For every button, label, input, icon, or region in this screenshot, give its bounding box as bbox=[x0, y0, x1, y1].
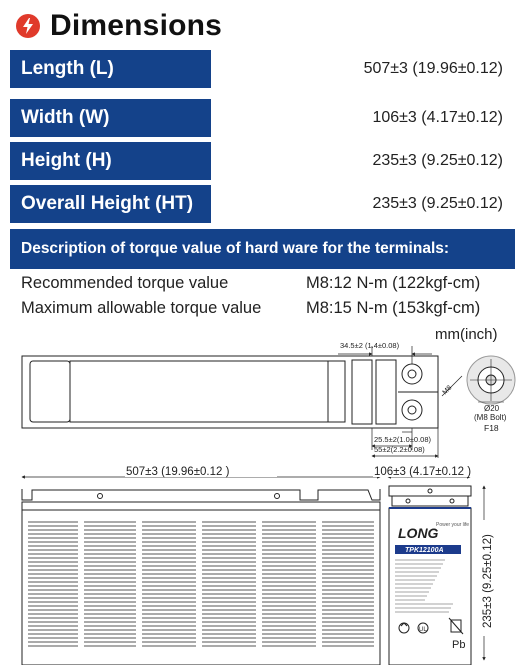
dim-25-text: 25.5±2(1.0±0.08) bbox=[374, 435, 432, 444]
spec-value: 235±3 (9.25±0.12) bbox=[372, 152, 503, 169]
terminal-detail bbox=[467, 356, 515, 404]
width-dim-text: 106±3 (4.17±0.12 ) bbox=[374, 466, 472, 478]
spec-label: Length (L) bbox=[10, 50, 211, 88]
length-dim-text: 507±3 (19.96±0.12 ) bbox=[126, 466, 230, 478]
spec-label: Width (W) bbox=[10, 99, 211, 137]
recycle-icon bbox=[399, 623, 409, 633]
spec-value: 106±3 (4.17±0.12) bbox=[372, 109, 503, 126]
pb-symbol: Pb bbox=[452, 639, 466, 651]
unit-label: mm(inch) bbox=[435, 326, 498, 343]
page-title: Dimensions bbox=[50, 9, 223, 42]
slogan: Power your life bbox=[436, 522, 470, 528]
phi20-label: Ø20 bbox=[484, 404, 500, 413]
svg-text:UL: UL bbox=[419, 627, 427, 633]
vent-grille bbox=[28, 522, 374, 646]
torque-value: M8:15 N-m (153kgf-cm) bbox=[306, 299, 481, 317]
height-dim-text: 235±3 (9.25±0.12) bbox=[482, 534, 494, 628]
ul-icon bbox=[418, 623, 428, 633]
spec-label: Height (H) bbox=[10, 142, 211, 180]
m8-label: M8 bbox=[441, 384, 454, 397]
torque-label: Maximum allowable torque value bbox=[21, 299, 262, 317]
brand-logo: LONG bbox=[398, 525, 439, 541]
front-view bbox=[22, 489, 380, 665]
torque-heading: Description of torque value of hard ware for the terminals: bbox=[10, 229, 515, 269]
spec-value: 507±3 (19.96±0.12) bbox=[363, 60, 503, 77]
torque-label: Recommended torque value bbox=[21, 274, 229, 292]
spec-value: 235±3 (9.25±0.12) bbox=[372, 195, 503, 212]
label-fine-print bbox=[395, 560, 453, 612]
spec-label: Overall Height (HT) bbox=[10, 185, 211, 223]
top-dim-text: 34.5±2 (1.4±0.08) bbox=[340, 341, 400, 350]
terminal-type: F18 bbox=[484, 423, 499, 433]
dim-55-text: 55±2(2.2±0.08) bbox=[374, 445, 425, 454]
model-number: TPK12100A bbox=[405, 547, 444, 554]
bolt-label: (M8 Bolt) bbox=[474, 413, 507, 422]
bin-icon bbox=[449, 618, 463, 634]
top-view bbox=[22, 356, 438, 428]
torque-value: M8:12 N-m (122kgf-cm) bbox=[306, 274, 481, 292]
